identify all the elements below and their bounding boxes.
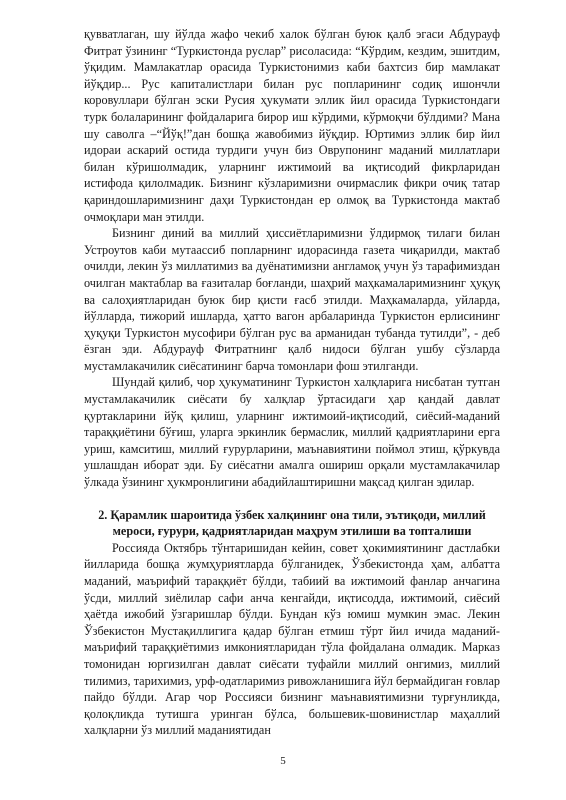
body-paragraph: қувватлаган, шу йўлда жафо чекиб халок бўлган буюк қалб эгаси Абдурауф Фитрат ўзининг “Туркистонда руслар” рисоласида: “Кўрдим, кездим, эшитдим, ўқидим. Мамлакатлар орасида Туркистонимиз каби бахтсиз бир мамлакат йўқдир... Рус капиталистлари билан рус попларининг содиқ ишончли коровуллари бўлган эски Русия ҳукумати эллик йил орасида Туркистондаги турк болаларининг фойдаларига бирор иш кўрдими, кўрмоқчи бўлдими? Мана шу саволга –“Йўқ!”дан бошқа жавобимиз йўқдир. Юртимиз эллик бир йил идораи аскарий остида турдиги учун биз Оврупонинг маданий миллатлари билан кўришолмадик, уларнинг ижтимоий ва иқтисодий фикрларидан истифода қилолмадик. Бизнинг кўзларимизни очирмаслик фикри очиқ татар қариндошларимизнинг даҳи Туркистондан ер олмоқ ва Туркистонда мактаб очмоқлари ман этилди. <box>84 27 500 224</box>
body-paragraph: Россияда Октябрь тўнтаришидан кейин, совет ҳокимиятининг дастлабки йилларида бошқа жумҳуриятларда бўлганидек, Ўзбекистонда ҳам, албатта маданий, маърифий тараққиёт бўлди, табиий ва ижтимоий фанлар анчагина ўсди, миллий зиёлилар сафи анча кенгайди, иқтисодда, ижтимоий, сиёсий ҳаётда ижобий ўзгаришлар бўлди. Бундан кўз юмиш мумкин эмас. Лекин Ўзбекистон Мустақиллигига қадар бўлган етмиш тўрт йил ичида маданий-маърифий тараққиётимиз имкониятларидан тўла фойдалана олмадик. Марказ томонидан юргизилган давлат сиёсати туфайли миллий онгимиз, миллий тилимиз, тарихимиз, урф-одатларимиз ривожланишига йўл бермайдиган ғовлар пайдо бўлди. Агар чор Россияси бизнинг маънавиятимизни турғунликда, қолоқликда тутишга уринган бўлса, большевик-шовинистлар маҳаллий халқларни ўз миллий маданиятидан <box>84 540 500 738</box>
section-heading: 2. Қарамлик шароитида ўзбек халқининг она тили, эътиқоди, миллий мероси, ғурури, қадриятларидан маҳрум этилиши ва топталиши <box>98 507 486 539</box>
page-number: 5 <box>280 755 286 767</box>
body-paragraph: Шундай қилиб, чор ҳукуматининг Туркистон халқларига нисбатан тутган мустамлакачилик сиёсати бу халқлар ўртасидаги ҳар қандай давлат қуртакларини йўқ қилиш, уларнинг ижтимоий-иқтисодий, сиёсий-маданий тараққиётини бўғиш, уларга эркинлик бермаслик, миллий қадриятларини ерга уриш, камситиш, миллий ғурурларини, маънавиятини поймол этиш, қўркувда ушлашдан иборат эди. Бу сиёсатни амалга ошириш орқали мустамлакачилар ўлкада ўзининг ҳукмронлигини абадийлаштиришни мақсад қилган эдилар. <box>84 375 500 490</box>
body-paragraph: Бизнинг диний ва миллий ҳиссиётларимизни ўлдирмоқ тилаги билан Устроутов каби мутаассиб попларнинг идорасинда газета чиқарилди, мактаб очилди, лекин ўз миллатимиз ва дуёнатимизни англамоқ учун ўз тарафимиздан очилган мактаблар ва ғазиталар боғланди, шаҳрий маҳкамаларимизнинг ҳуқуқ ва салоҳиятларидан буюк бир қисти ғасб этилди. Маҳкамаларда, уйларда, йўлларда, тижорий ишларда, ҳатто вагон арбаларинда Туркистон ерлисининг ҳуқуқи Туркистон мусофири бўлган рус ва арманидан тубанда тутилди”, - деб ёзган эди. Абдурауф Фитратнинг қалб нидоси бўлган ушбу сўзларда мустамлакачилик сиёсатининг барча томонлари фош этилганди. <box>84 226 500 373</box>
document-page <box>84 26 500 739</box>
